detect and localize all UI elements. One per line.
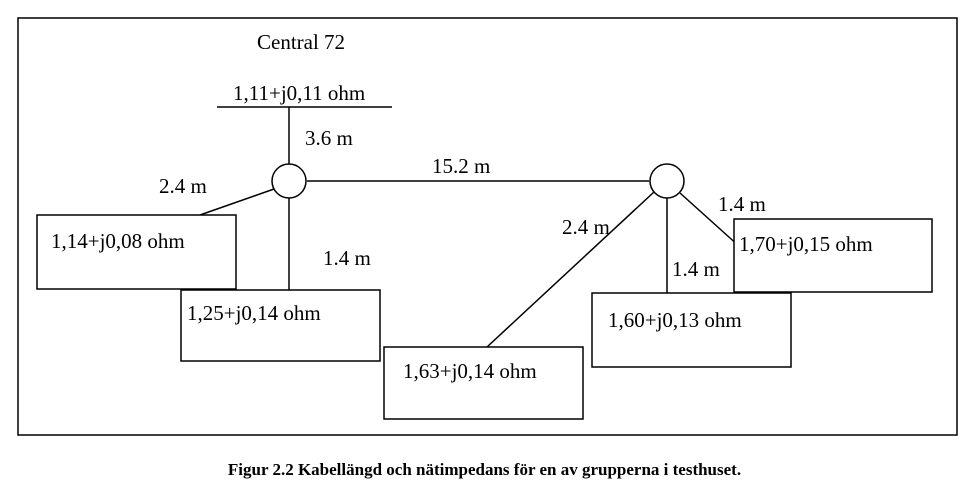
cable-to-load-a (200, 189, 274, 215)
length-label-load-d: 1.4 m (672, 257, 720, 281)
load-box-c (384, 347, 583, 419)
load-impedance-c: 1,63+j0,14 ohm (403, 359, 537, 383)
central-title: Central 72 (257, 30, 346, 54)
length-label-trunk: 15.2 m (432, 154, 491, 178)
figure-caption: Figur 2.2 Kabellängd och nätimpedans för en av grupperna i testhuset. (227, 460, 742, 479)
load-impedance-e: 1,70+j0,15 ohm (739, 232, 873, 256)
junction-node-right (650, 164, 684, 198)
load-impedance-d: 1,60+j0,13 ohm (608, 308, 742, 332)
central-impedance-label: 1,11+j0,11 ohm (233, 81, 366, 105)
length-label-load-c: 2.4 m (562, 215, 610, 239)
length-label-load-e: 1.4 m (718, 192, 766, 216)
load-impedance-b: 1,25+j0,14 ohm (187, 301, 321, 325)
junction-node-left (272, 164, 306, 198)
load-impedance-a: 1,14+j0,08 ohm (51, 229, 185, 253)
length-label-load-a: 2.4 m (159, 174, 207, 198)
length-label-load-b: 1.4 m (323, 246, 371, 270)
length-label-central-feed: 3.6 m (305, 126, 353, 150)
